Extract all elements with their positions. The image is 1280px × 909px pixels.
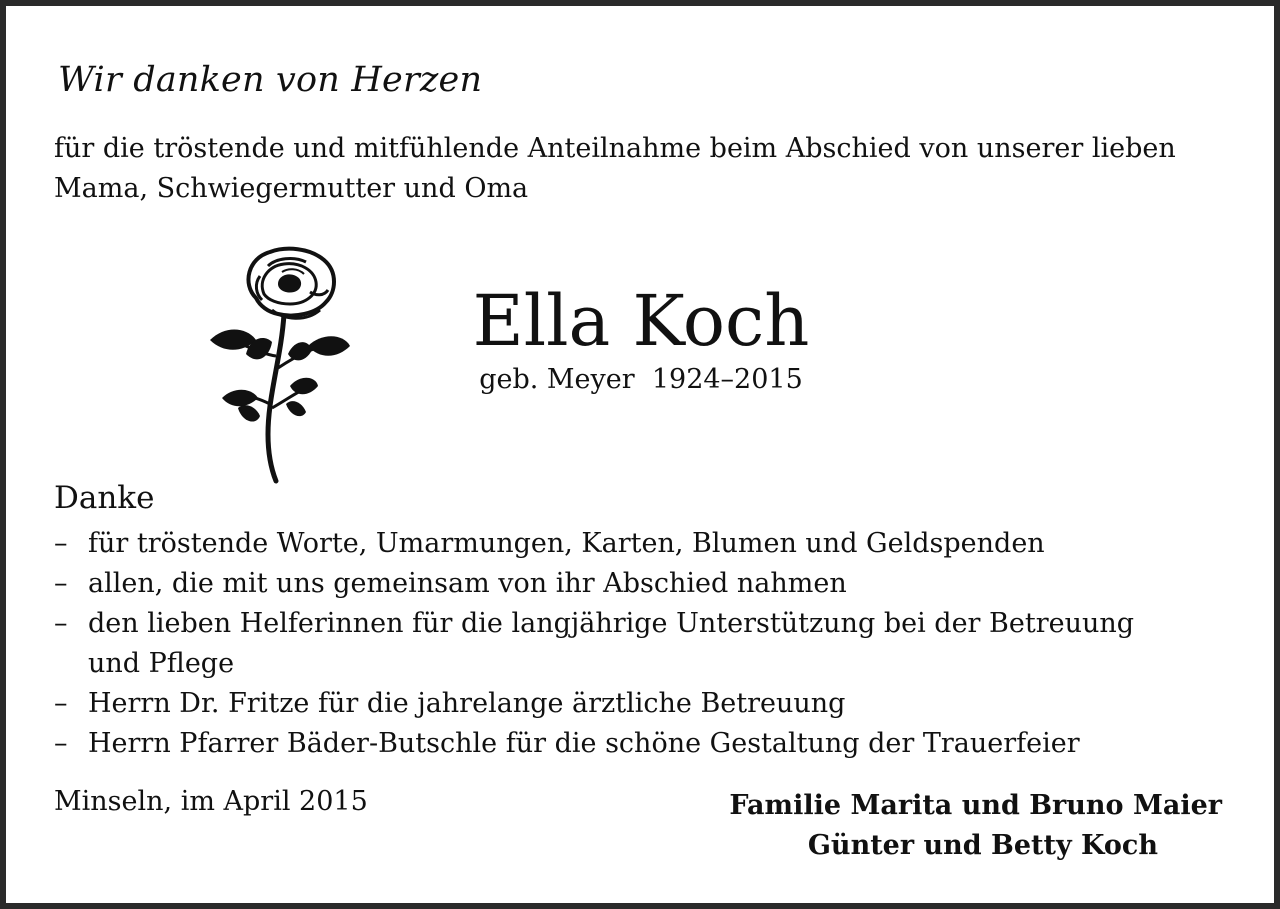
family-line-2: Günter und Betty Koch [807,830,1158,861]
intro-text: für die tröstende und mitfühlende Anteilnahme beim Abschied von unserer lieben Mama, Schwiegermutter und Oma [54,133,1176,204]
obituary-card [6,6,1274,903]
dash-marker: – [54,528,68,559]
thanks-heading: Danke [54,480,155,516]
dash-marker: – [54,728,68,759]
list-item: – Herrn Pfarrer Bäder-Butschle für die schöne Gestaltung der Trauerfeier [54,724,1234,764]
list-item: – für tröstende Worte, Umarmungen, Karten, Blumen und Geldspenden [54,524,1234,564]
dash-marker: – [54,568,68,599]
dash-marker: – [54,608,68,639]
headline: Wir danken von Herzen [58,60,483,100]
list-item: – Herrn Dr. Fritze für die jahrelange ärztliche Betreuung [54,684,1234,724]
list-item: – allen, die mit uns gemeinsam von ihr Abschied nahmen [54,564,1234,604]
thanks-list [54,524,1234,764]
birth-name-and-dates: geb. Meyer 1924–2015 [479,364,803,395]
rose-icon [198,236,358,486]
family-signature [626,786,1222,866]
dash-marker: – [54,688,68,719]
place-and-date: Minseln, im April 2015 [54,786,368,817]
family-line-1: Familie Marita und Bruno Maier [729,790,1222,821]
deceased-name: Ella Koch [472,280,810,362]
list-item: – den lieben Helferinnen für die langjährige Unterstützung bei der Betreuung und Pflege [54,604,1234,684]
